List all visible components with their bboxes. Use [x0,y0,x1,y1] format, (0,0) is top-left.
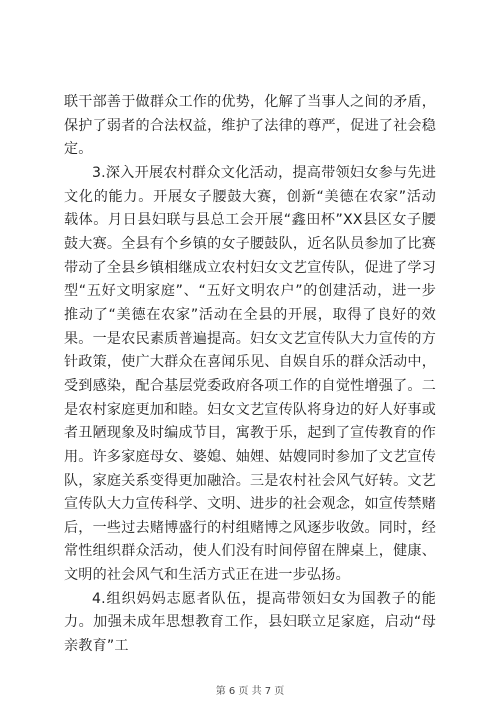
paragraph-continuation: 联干部善于做群众工作的优势，化解了当事人之间的矛盾，保护了弱者的合法权益，维护了法律的尊严，促进了社会稳定。 [64,94,436,158]
body-text [64,91,436,659]
paragraph-section-3: 3.深入开展农村群众文化活动，提高带领妇女参与先进文化的能力。开展女子腰鼓大赛，创新“美德在农家”活动载体。月日县妇联与县总工会开展“鑫田杯”XX县区女子腰鼓大赛。全县有个乡镇的女子腰鼓队，近名队员参加了比赛带动了全县乡镇相继成立农村妇女文艺宣传队，促进了学习型“五好文明家庭”、“五好文明农户”的创建活动，进一步推动了“美德在农家”活动在全县的开展，取得了良好的效果。一是农民素质普遍提高。妇女文艺宣传队大力宣传的方针政策，使广大群众在喜闻乐见、自娱自乐的群众活动中，受到感染，配合基层党委政府各项工作的自觉性增强了。二是农村家庭更加和睦。妇女文艺宣传队将身边的好人好事或者丑陋现象及时编成节目，寓教于乐，起到了宣传教育的作用。许多家庭母女、婆媳、妯娌、姑嫂同时参加了文艺宣传队，家庭关系变得更加融洽。三是农村社会风气好转。文艺宣传队大力宣传科学、文明、进步的社会观念，如宣传禁赌后，一些过去赌博盛行的村组赌博之风逐步收敛。同时，经常性组织群众活动，使人们没有时间停留在牌桌上，健康、文明的社会风气和生活方式正在进一步弘扬。 [64,164,436,584]
page-number-footer: 第 6 页 共 7 页 [215,686,285,697]
paragraph-section-4: 4.组织妈妈志愿者队伍，提高带领妇女为国教子的能力。加强未成年思想教育工作，县妇联立足家庭，启动“母亲教育”工 [64,590,436,655]
